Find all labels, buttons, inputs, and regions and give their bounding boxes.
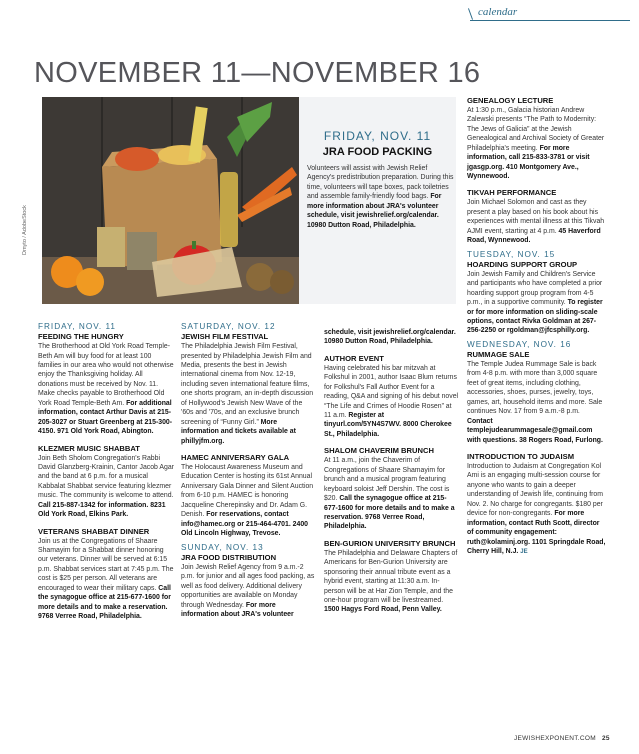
event-body: The Philadelphia Jewish Film Festival, presented by Philadelphia Jewish Film and Media, presents the best in Jewish international cinema from Nov. 12-19, including seven international feature films, one shorts program, an in-depth discussion of Hollywood's Jewish New Wave of the '60s and '70s, and an exclusive brunch screening of “Funny Girl.” More information and tickets available at phillyjfm.org. [181, 343, 314, 445]
events-column-1 [38, 322, 174, 622]
event-body: The Temple Judea Rummage Sale is back from 4-8 p.m. with more than 3,000 square feet of great items, including clothing, accessories, shoes, purses, jewelry, toys, games, art, household items and more. Sale continues Nov. 17 from 9 a.m.-8 p.m. Contact templejudearummagesale@gmail.com with questions. 38 Rogers Road, Furlong. [467, 361, 603, 444]
event-body: Join Jewish Relief Agency from 9 a.m.-2 p.m. for junior and all ages food packing, as well as food delivery. Additional delivery opportunities are available on Monday through Wednesday. For more information about JRA's volunteer [181, 563, 315, 618]
featured-event-body [307, 164, 454, 230]
event-body: The Brotherhood at Old York Road Temple-Beth Am will buy food for at least 100 families in our area who would not otherwise enjoy the Thanksgiving holiday. All donations must be received by Nov. 11. Make checks payable to Brotherhood Old York Road Temple-Beth Am. For additional information, contact Arthur Davis at 215-205-3027 or Stuart Greenberg at 215-300-4150. 971 Old York Road, Abington. [38, 343, 174, 436]
event-body: The Holocaust Awareness Museum and Education Center is hosting its 61st Annual Anniversary Gala Dinner and Silent Auction from 6-10 p.m. HAMEC is honoring Jacqueline Cherepinsky and Dr. Adam G. Denish. For reservations, contact info@hamec.org or 215-464-4701. 2400 Old Lincoln Highway, Trevose. [181, 463, 314, 538]
groceries-illustration [42, 97, 299, 304]
featured-event-text: Volunteers will assist with Jewish Relief Agency's predistribution preparation. During this time, volunteers will tape boxes, pack toiletries and assemble family-friendly food bags. [307, 165, 454, 201]
page-headline: NOVEMBER 11—NOVEMBER 16 [34, 57, 481, 89]
event-body: At 1:30 p.m., Galacia historian Andrew Zalewski presents “The Path to Modernity: The Jews of Galicia” at the Jewish Genealogical and Archival Society of Greater Philadelphia's meeting. For more information, call 215-833-3781 or visit jgasgp.org. 410 Montgomery Ave., Wynnewood. [467, 106, 605, 181]
featured-event-title: JRA FOOD PACKING [322, 146, 433, 158]
footer-site: JEWISHEXPONENT.COM [514, 735, 596, 742]
event-body-continued: schedule, visit jewishrelief.org/calendar. 10980 Dutton Road, Philadelphia. [324, 329, 456, 346]
event-title: INTRODUCTION TO JUDAISM [467, 452, 575, 462]
event-body: Join Jewish Family and Children's Service and participants who have completed a prior hoarding support group program from 4-5 p.m., in a supportive community. To register or for more information on sliding-scale options, contact Rivka Goldman at 267-256-2250 or rgoldman@jfcsphilly.org. [467, 270, 603, 335]
events-column-2 [181, 322, 315, 619]
featured-event-box [299, 97, 456, 304]
page-number: 25 [601, 735, 610, 742]
event-title: RUMMAGE SALE [467, 350, 530, 360]
event-title: KLEZMER MUSIC SHABBAT [38, 443, 140, 453]
event-date-heading: TUESDAY, NOV. 15 [467, 249, 556, 259]
event-date-heading: FRIDAY, NOV. 11 [38, 322, 116, 331]
groceries-photo [42, 97, 299, 304]
featured-event-details: For more information about JRA's volunteer schedule, visit jewishrelief.org/calendar. 10980 Dutton Road, Philadelphia. [307, 193, 442, 229]
event-title: JRA FOOD DISTRIBUTION [181, 552, 277, 562]
end-mark: JE [520, 549, 528, 556]
page-footer [514, 735, 610, 742]
event-title: FEEDING THE HUNGRY [38, 332, 124, 342]
event-title: JEWISH FILM FESTIVAL [181, 332, 269, 342]
event-title: AUTHOR EVENT [324, 353, 384, 363]
event-title: BEN-GURION UNIVERSITY BRUNCH [324, 538, 456, 548]
event-title: GENEALOGY LECTURE [467, 96, 554, 105]
photo-credit: Dmyto / AdobeStock [22, 205, 28, 255]
section-rule [470, 20, 630, 21]
events-column-3 [324, 328, 459, 615]
event-title: VETERANS SHABBAT DINNER [38, 526, 150, 536]
event-body: Join Beth Sholom Congregation's Rabbi David Glanzberg-Krainin, Cantor Jacob Agar and the band at 6 p.m. for a musical Kabbalat Shabbat service featuring klezmer music. The community is welcome to attend. Call 215-887-1342 for information. 8231 Old York Road, Elkins Park. [38, 454, 174, 519]
event-body: Join Michael Solomon and cast as they present a play based on his book about his experiences with mental illness at this Tikvah AJMI event, starting at 4 p.m. 45 Haverford Road, Wynnewood. [467, 199, 605, 245]
event-body: Join us at the Congregations of Shaare Shamayim for a Shabbat dinner honoring our veterans. Dinner will be served at 6:15 p.m. Shabbat services start at 7:45 p.m. The cost is $25 per person. All veterans are encouraged to wear their military caps. Call the synagogue office at 215-677-1600 for more details and to make a reservation. 9768 Verree Road, Philadelphia. [38, 537, 174, 621]
event-date-heading: SUNDAY, NOV. 13 [181, 542, 264, 552]
section-divider-tick [468, 8, 473, 20]
section-label: calendar [478, 6, 518, 18]
event-body: Having celebrated his bar mitzvah at Folkshul in 2001, author Isaac Blum returns for Folkshul's Fall Author Event for a reading, Q&A and signing of his debut novel “The Life and Crimes of Hoodie Rosen” at 11 a.m. Register at tinyurl.com/5YN4S7WV. 8000 Cherokee St., Philadelphia. [324, 364, 459, 438]
event-date-heading: WEDNESDAY, NOV. 16 [467, 339, 572, 349]
event-title: HOARDING SUPPORT GROUP [467, 259, 578, 269]
event-title: TIKVAH PERFORMANCE [467, 188, 557, 198]
event-title: HAMEC ANNIVERSARY GALA [181, 453, 290, 463]
event-date-heading: SATURDAY, NOV. 12 [181, 322, 276, 331]
event-body: At 11 a.m., join the Chaverim of Congregations of Shaare Shamayim for brunch and a musical program featuring keyboard soloist Jeff Dershin. The cost is $20. Call the synagogue office at 215-677-1600 for more details and to make a reservation. 9768 Verree Road, Philadelphia. [324, 457, 455, 531]
events-column-4 [467, 96, 607, 556]
event-title: SHALOM CHAVERIM BRUNCH [324, 446, 434, 456]
event-body: Introduction to Judaism at Congregation Kol Ami is an engaging multi-session course for anyone who wants to gain a deeper understanding of Jewish life, continuing from Nov. 2. No charge for congregants. $180 per device for non-congregants. For more information, contact Ruth Scott, director of community engagement: ruth@kolaminj.org. 1101 Springdale Road, Cherry Hill, N.J. JE [467, 462, 606, 556]
featured-event-date: FRIDAY, NOV. 11 [323, 129, 432, 143]
event-body: The Philadelphia and Delaware Chapters of Americans for Ben-Gurion University are sponsoring their annual tribute event as a hybrid event, starting at 11:30 a.m. In-person will be at Har Zion Temple, and the one-hour program will be livestreamed. 1500 Hagys Ford Road, Penn Valley. [324, 549, 458, 614]
